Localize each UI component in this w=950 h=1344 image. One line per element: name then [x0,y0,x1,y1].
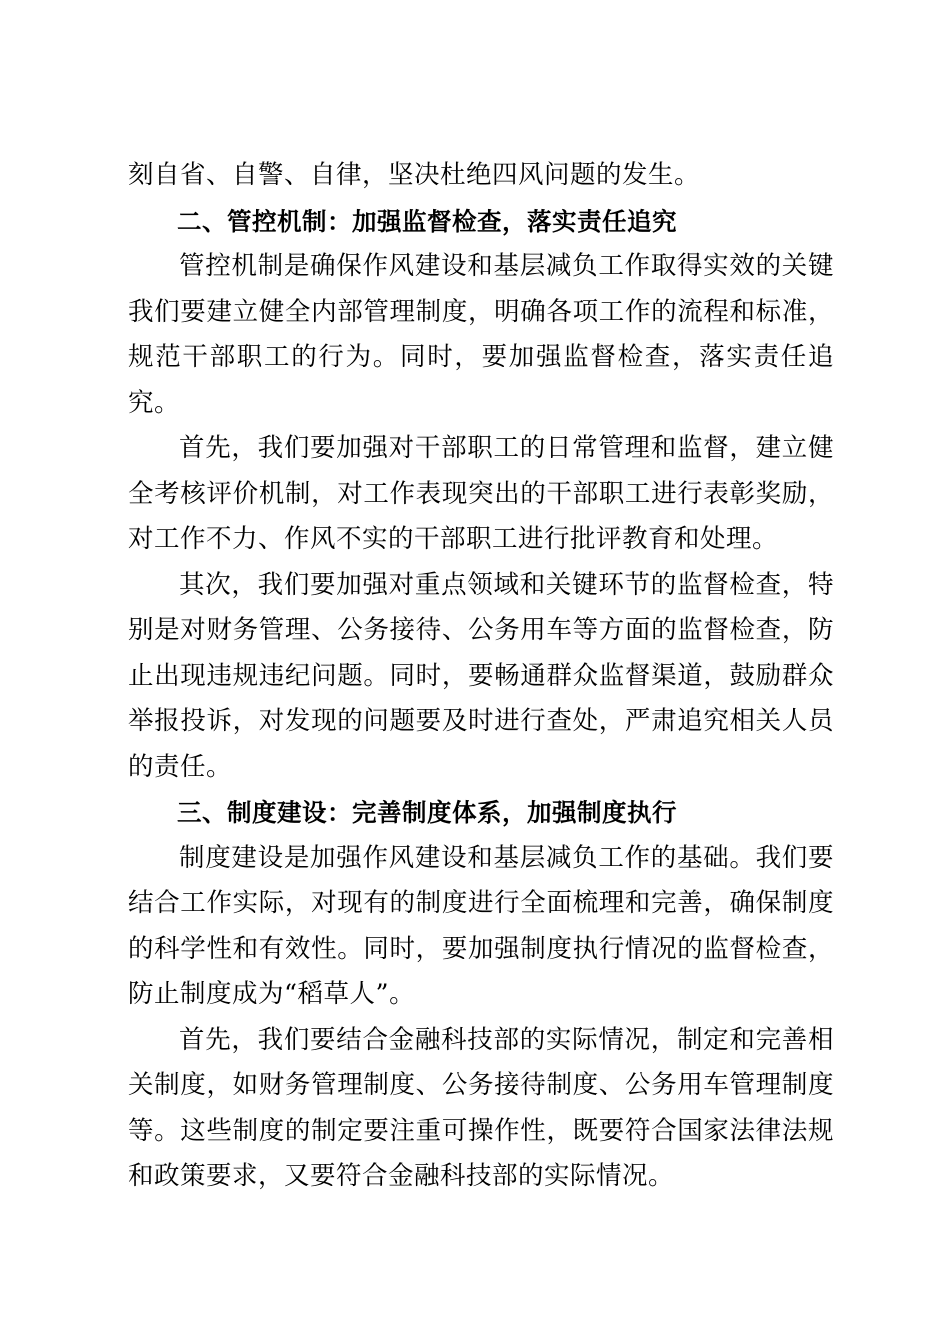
paragraph-system-building-intro: 制度建设是加强作风建设和基层减负工作的基础。我们要结合工作实际，对现有的制度进行全面梳理和完善，确保制度的科学性和有效性。同时，要加强制度执行情况的监督检查，防止制度成为“稻草人”。 [128,842,834,1009]
paragraph-control-first: 首先，我们要加强对干部职工的日常管理和监督，建立健全考核评价机制，对工作表现突出的干部职工进行表彰奖励，对工作不力、作风不实的干部职工进行批评教育和处理。 [128,433,834,554]
paragraph-control-mechanism-intro: 管控机制是确保作风建设和基层减负工作取得实效的关键我们要建立健全内部管理制度，明确各项工作的流程和标准，规范干部职工的行为。同时，要加强监督检查，落实责任追究。 [128,251,834,418]
paragraph-control-second: 其次，我们要加强对重点领域和关键环节的监督检查，特别是对财务管理、公务接待、公务用车等方面的监督检查，防止出现违规违纪问题。同时，要畅通群众监督渠道，鼓励群众举报投诉，对发现的问题要及时进行查处，严肃追究相关人员的责任。 [128,569,834,782]
section-heading-system-building: 三、制度建设：完善制度体系，加强制度执行 [177,798,677,827]
section-heading-control-mechanism: 二、管控机制：加强监督检查，落实责任追究 [177,206,677,236]
paragraph-system-first: 首先，我们要结合金融科技部的实际情况，制定和完善相关制度，如财务管理制度、公务接待制度、公务用车管理制度等。这些制度的制定要注重可操作性，既要符合国家法律法规和政策要求，又要符合金融科技部的实际情况。 [128,1024,834,1191]
paragraph-continuation: 刻自省、自警、自律，坚决杜绝四风问题的发生。 [128,160,701,190]
document-body [128,153,834,1200]
